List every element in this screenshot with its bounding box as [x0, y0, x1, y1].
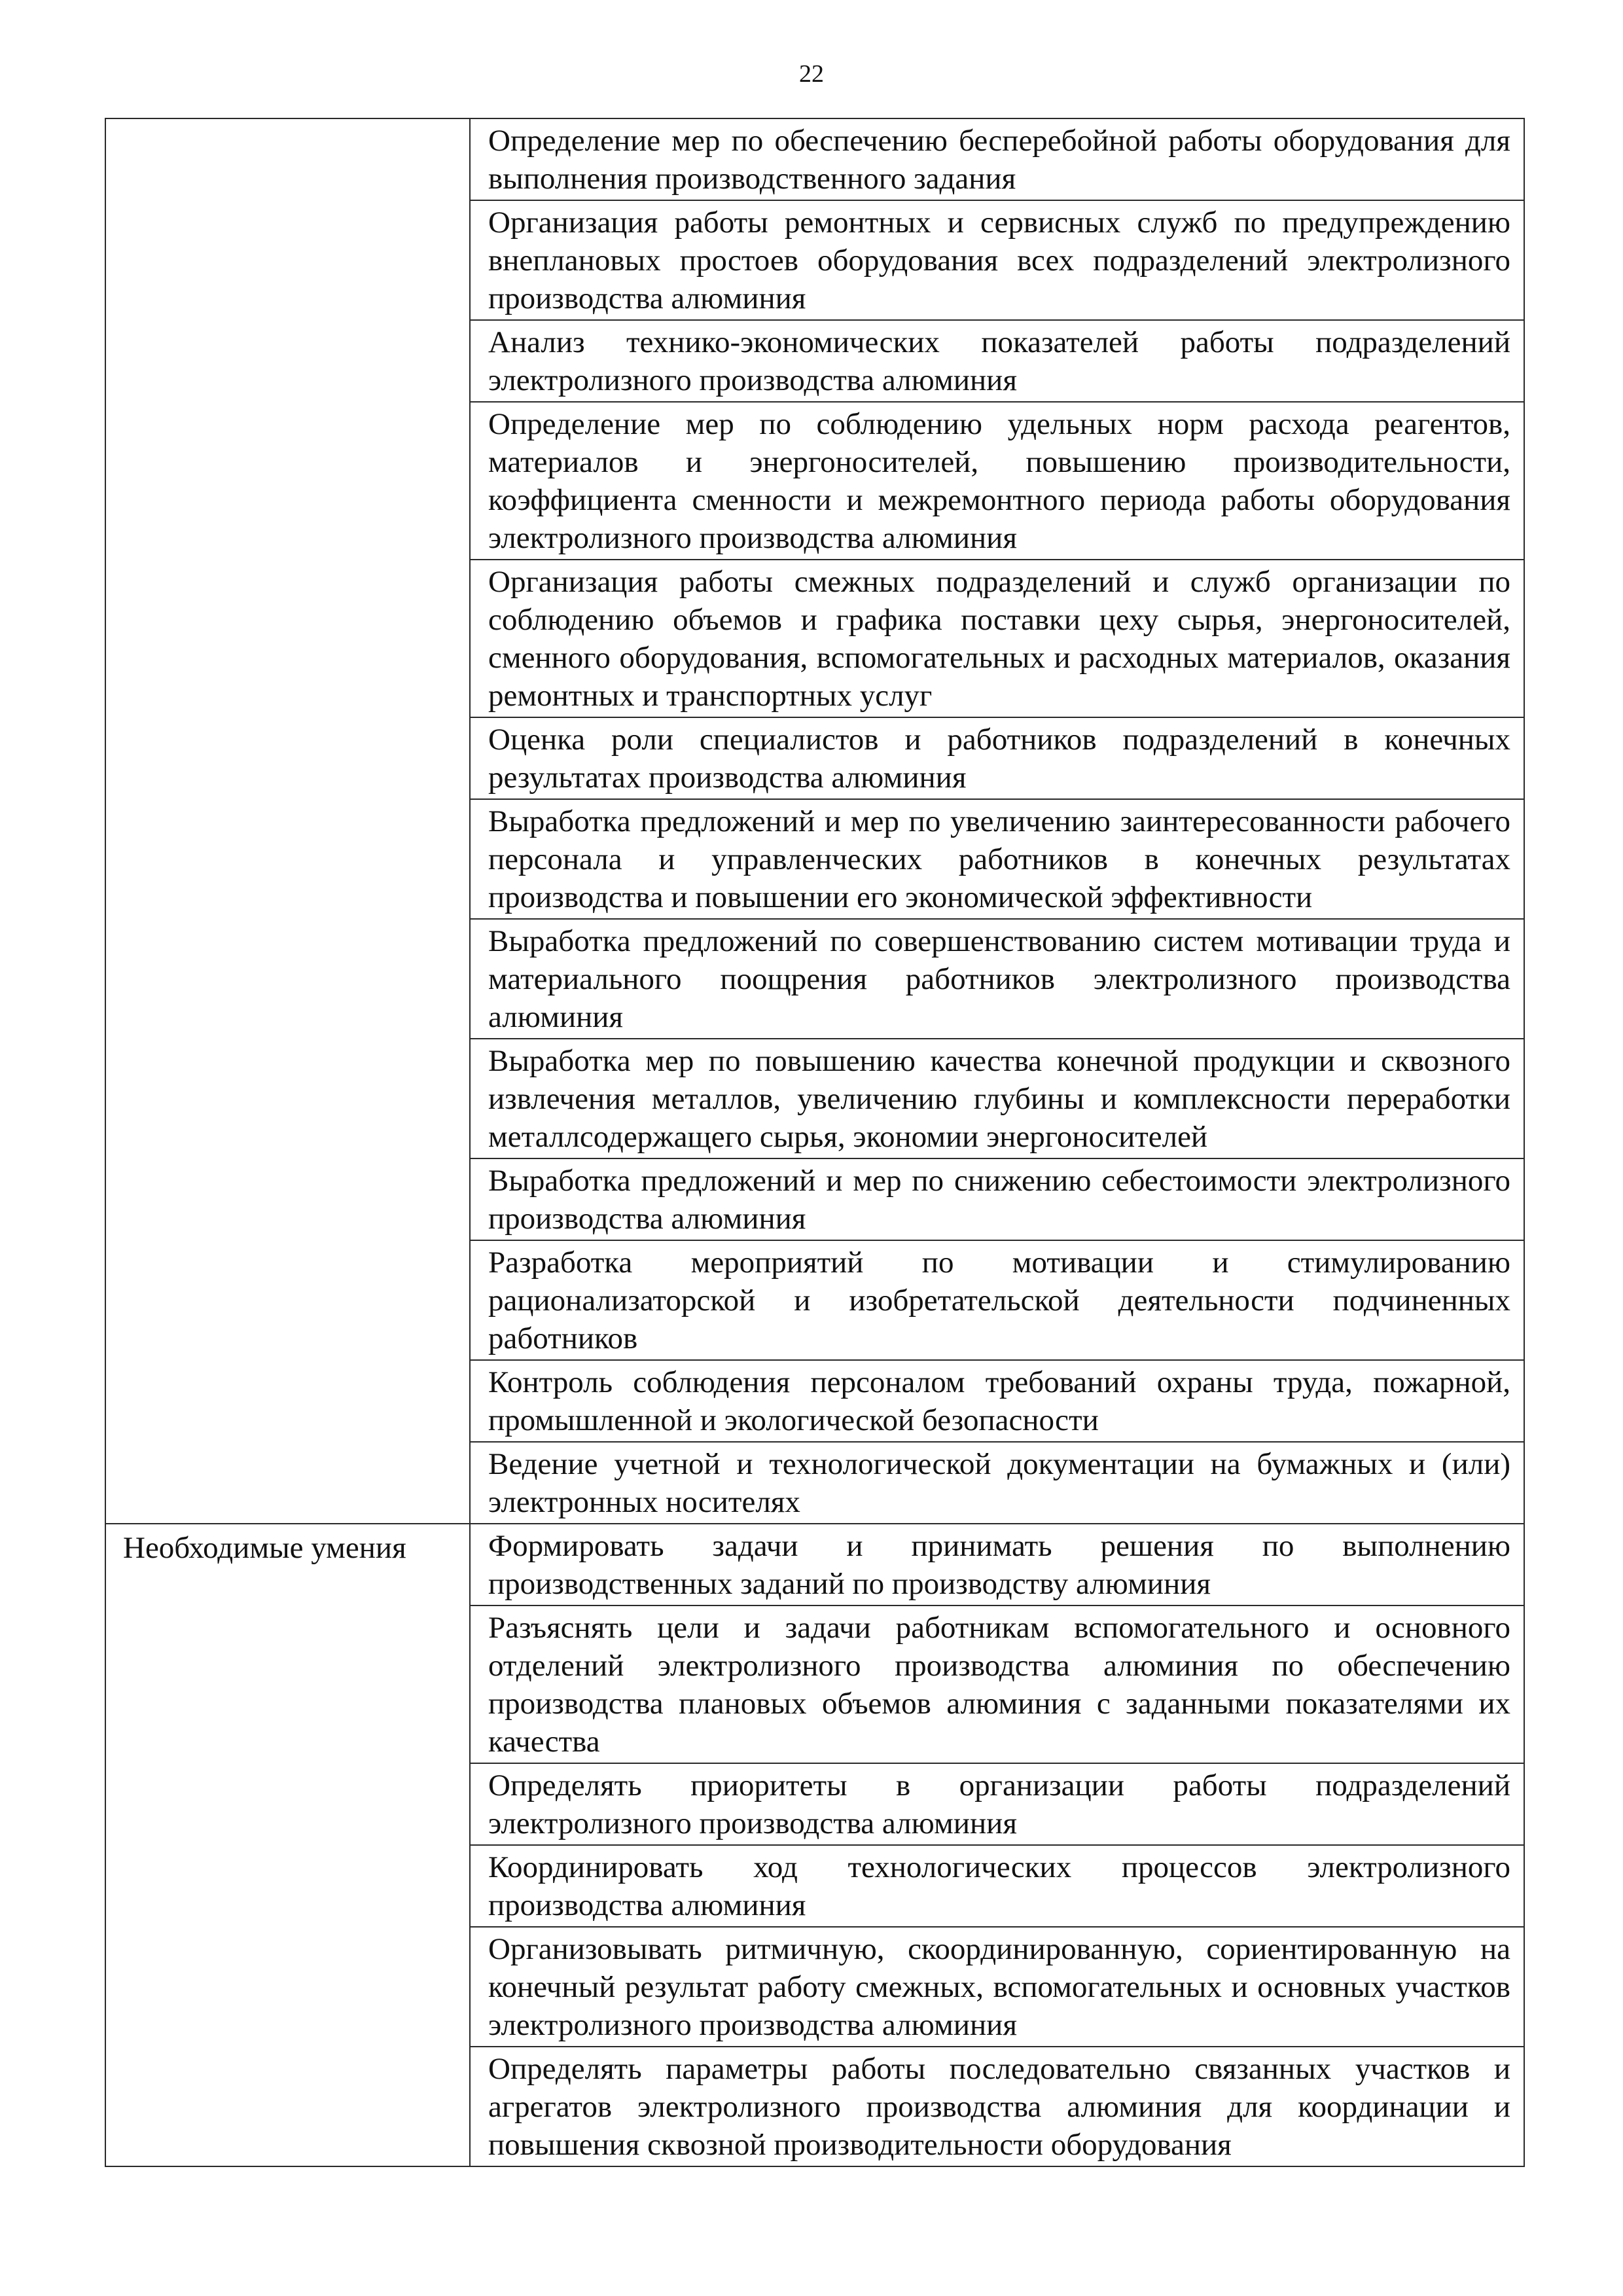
item-cell: [470, 1240, 1524, 1360]
item-cell: [470, 402, 1524, 560]
item-text: Разработка мероприятий по мотивации и стимулированию рационализаторской и изобретательской деятельности подчиненных работников: [488, 1246, 1510, 1355]
item-cell: [470, 118, 1524, 200]
item-cell: [470, 560, 1524, 717]
item-cell: [470, 717, 1524, 799]
item-text: Координировать ход технологических процессов электролизного производства алюминия: [488, 1850, 1510, 1922]
item-text: Контроль соблюдения персоналом требований охраны труда, пожарной, промышленной и экологической безопасности: [488, 1365, 1510, 1437]
item-text: Организовывать ритмичную, скоординированную, сориентированную на конечный результат работу смежных, вспомогательных и основных участков электролизного производства алюминия: [488, 1932, 1510, 2042]
item-cell: [470, 1039, 1524, 1158]
item-text: Определять приоритеты в организации работы подразделений электролизного производства алюминия: [488, 1768, 1510, 1840]
item-cell: [470, 1524, 1524, 1605]
item-cell: [470, 1442, 1524, 1524]
item-cell: [470, 320, 1524, 402]
item-cell: [470, 1360, 1524, 1442]
item-text: Выработка мер по повышению качества конечной продукции и сквозного извлечения металлов, увеличению глубины и комплексности переработки металлсодержащего сырья, экономии энергоносителей: [488, 1044, 1510, 1154]
item-cell: [470, 1845, 1524, 1927]
row-label: Необходимые умения: [123, 1531, 406, 1565]
item-text: Ведение учетной и технологической документации на бумажных и (или) электронных носителях: [488, 1447, 1510, 1519]
item-cell: [470, 799, 1524, 919]
item-text: Выработка предложений и мер по снижению себестоимости электролизного производства алюминия: [488, 1164, 1510, 1236]
row-label-cell: [105, 1524, 470, 2166]
item-text: Формировать задачи и принимать решения по выполнению производственных заданий по производству алюминия: [488, 1529, 1510, 1601]
item-cell: [470, 2047, 1524, 2166]
competency-table: [105, 118, 1525, 2167]
item-cell: [470, 1605, 1524, 1763]
page-number: 22: [799, 60, 824, 88]
item-text: Оценка роли специалистов и работников подразделений в конечных результатах производства алюминия: [488, 723, 1510, 795]
item-text: Выработка предложений по совершенствованию систем мотивации труда и материального поощрения работников электролизного производства алюминия: [488, 924, 1510, 1034]
item-cell: [470, 1927, 1524, 2047]
item-text: Определять параметры работы последовательно связанных участков и агрегатов электролизного производства алюминия для координации и повышения сквозной производительности оборудования: [488, 2052, 1510, 2162]
item-text: Определение мер по обеспечению бесперебойной работы оборудования для выполнения производственного задания: [488, 124, 1510, 196]
item-cell: [470, 200, 1524, 320]
item-text: Организация работы смежных подразделений и служб организации по соблюдению объемов и графика поставки цеху сырья, энергоносителей, сменного оборудования, вспомогательных и расходных материалов, оказания ремонтных и транспортных услуг: [488, 565, 1510, 713]
row-label-cell: [105, 118, 470, 1524]
item-text: Организация работы ремонтных и сервисных служб по предупреждению внеплановых простоев оборудования всех подразделений электролизного производства алюминия: [488, 206, 1510, 315]
item-text: Выработка предложений и мер по увеличению заинтересованности рабочего персонала и управленческих работников в конечных результатах производства и повышении его экономической эффективности: [488, 804, 1510, 914]
table-row: [105, 118, 1524, 200]
item-text: Анализ технико-экономических показателей работы подразделений электролизного производства алюминия: [488, 325, 1510, 397]
item-text: Определение мер по соблюдению удельных норм расхода реагентов, материалов и энергоносителей, повышению производительности, коэффициента сменности и межремонтного периода работы оборудования электролизного производства алюминия: [488, 407, 1510, 555]
item-cell: [470, 1158, 1524, 1240]
row-label: [106, 119, 469, 124]
item-cell: [470, 1763, 1524, 1845]
table-row: [105, 1524, 1524, 1605]
item-cell: [470, 919, 1524, 1039]
item-text: Разъяснять цели и задачи работникам вспомогательного и основного отделений электролизного производства алюминия по обеспечению производства плановых объемов алюминия с заданными показателями их качества: [488, 1611, 1510, 1759]
